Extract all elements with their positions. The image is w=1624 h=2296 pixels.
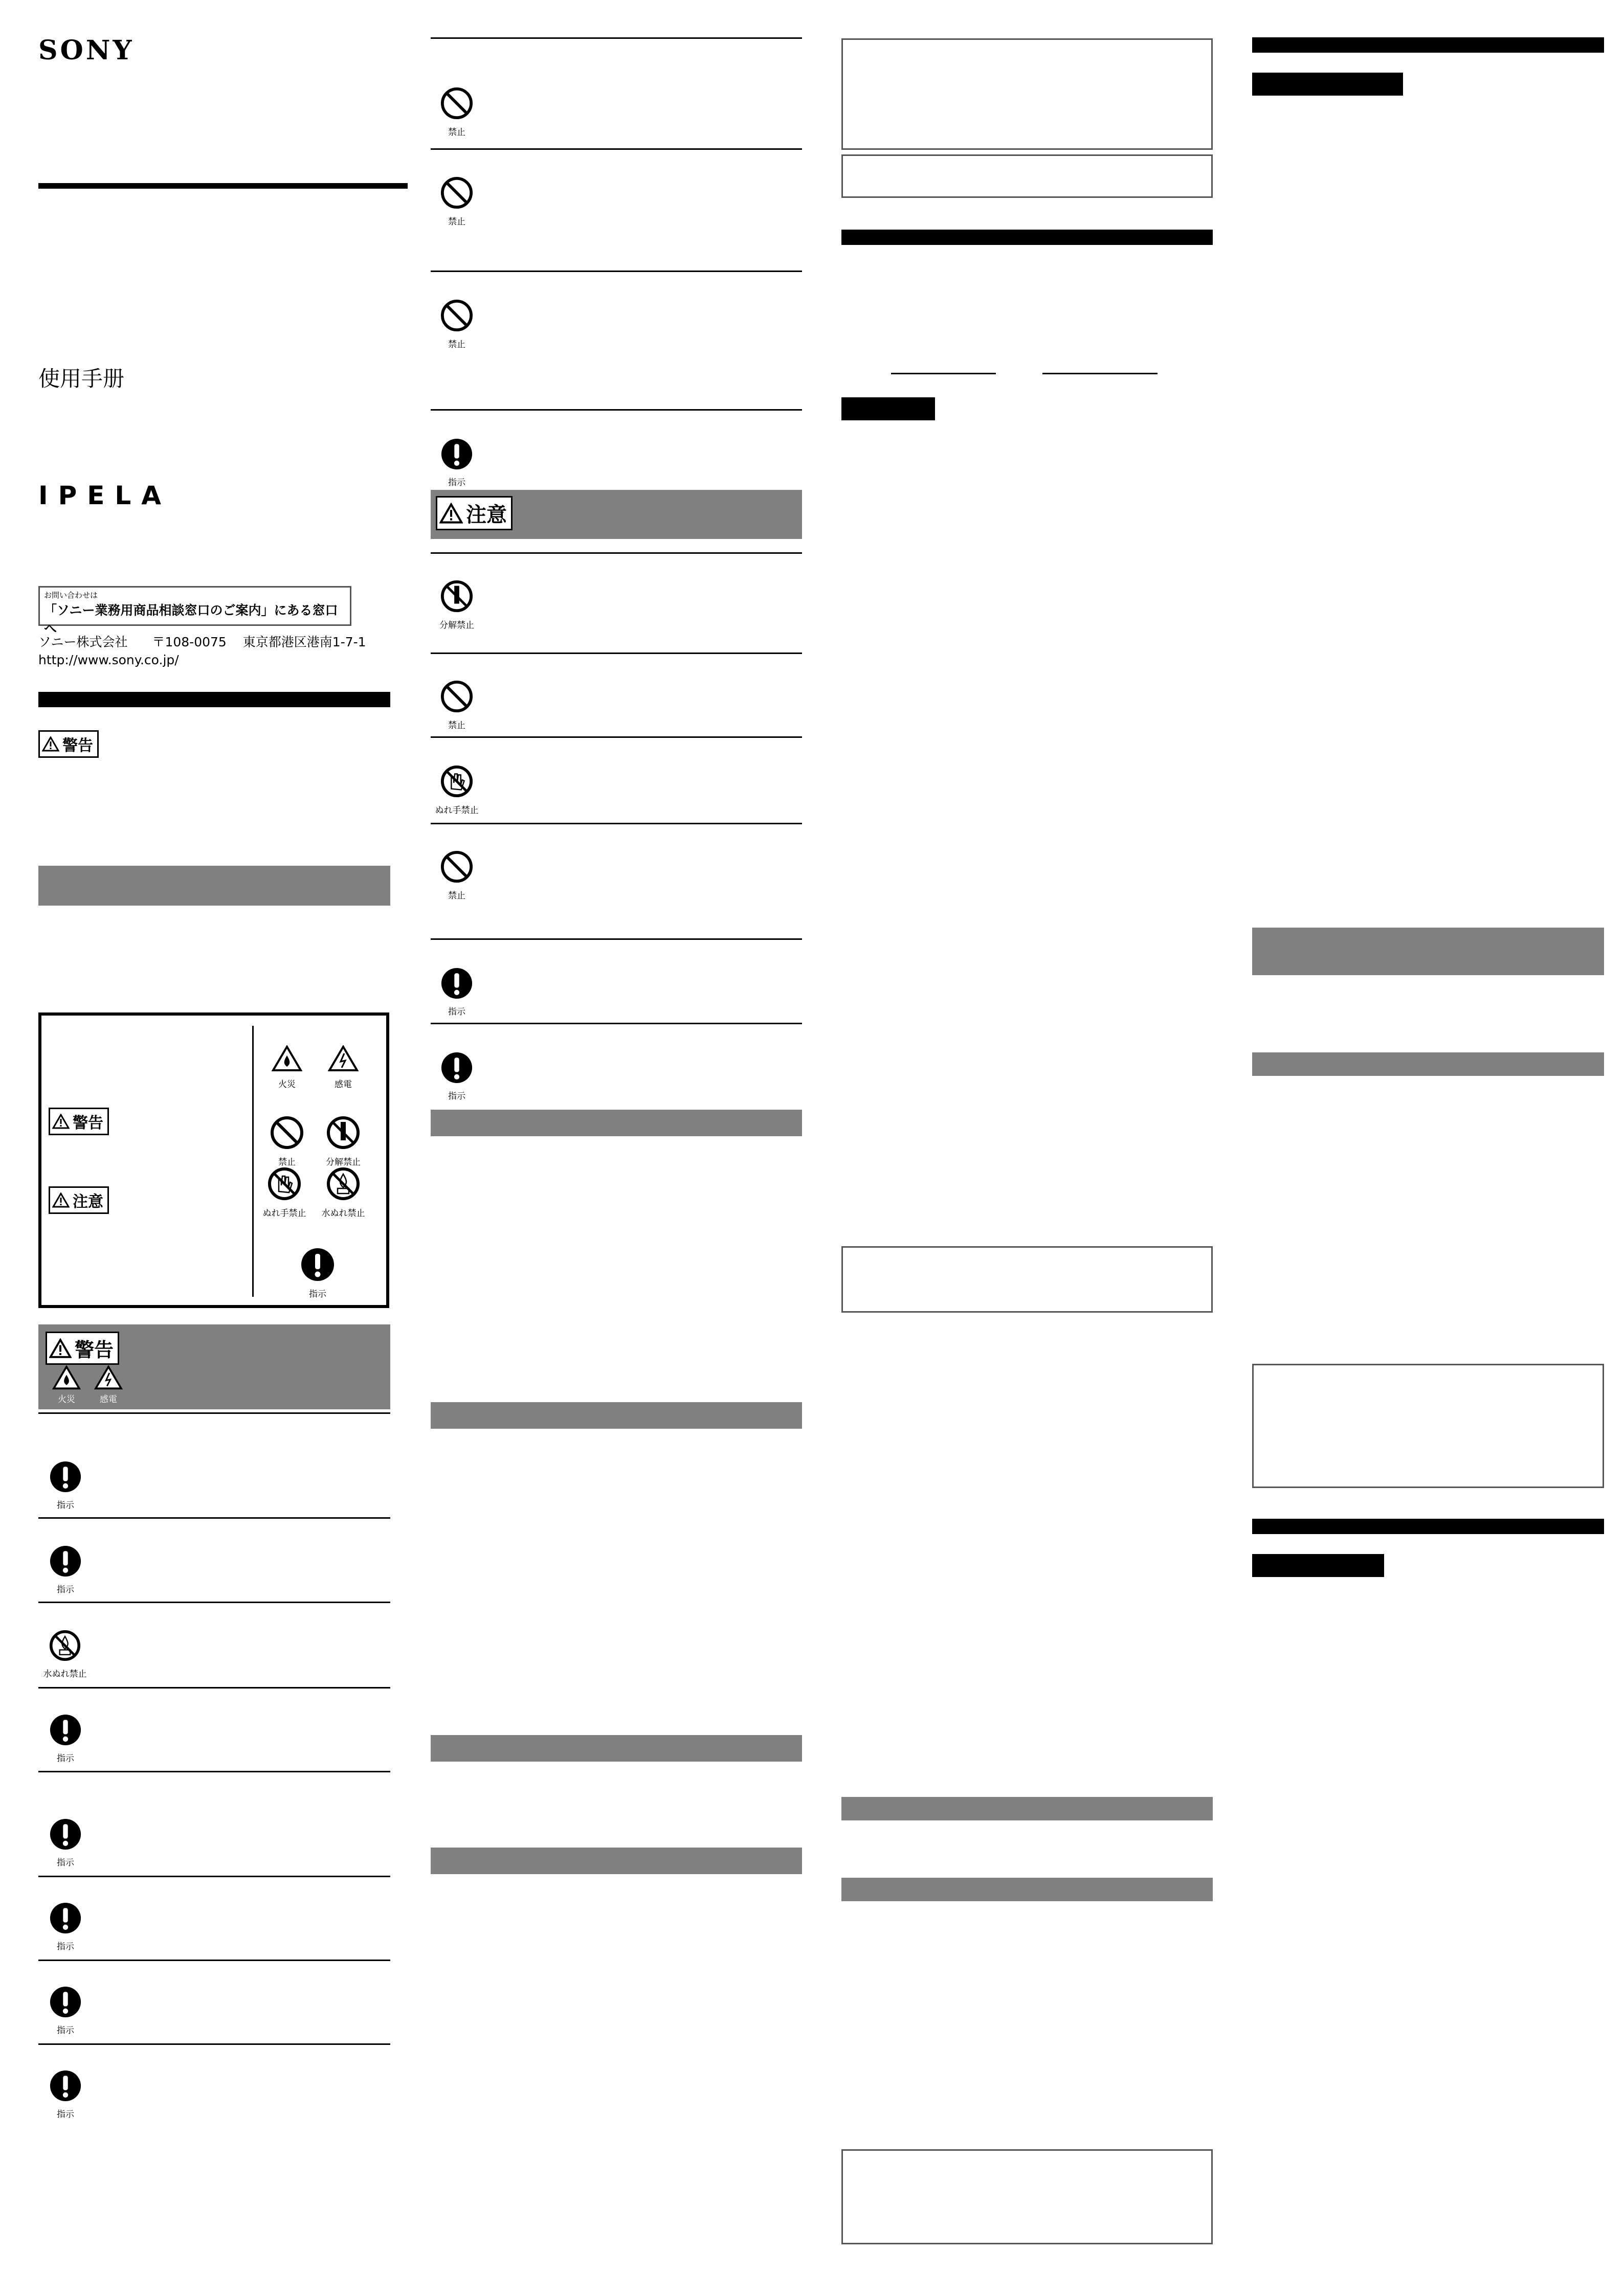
warning-triangle-icon	[439, 503, 463, 524]
col2-item-5-caption: 分解禁止	[439, 620, 474, 631]
section-heading-bar	[1252, 1519, 1604, 1534]
rule	[38, 1602, 390, 1603]
fire-triangle-icon	[272, 1045, 302, 1072]
section-heading-bar	[841, 230, 1213, 245]
no-wet-hands-icon	[440, 765, 473, 798]
col1-item-4	[46, 1714, 85, 1764]
exclamation-circle-icon	[50, 1714, 81, 1746]
legend-instruction-caption: 指示	[309, 1289, 326, 1299]
legend-shock	[323, 1045, 364, 1090]
col2-item-10	[437, 1052, 476, 1101]
col2-item-1	[437, 87, 476, 138]
rule	[38, 1687, 390, 1689]
notice-box	[841, 38, 1213, 150]
legend-fire-caption: 火災	[278, 1079, 296, 1090]
exclamation-circle-icon	[50, 1818, 81, 1850]
col1-item-5	[46, 1818, 85, 1868]
contact-box-small: お問い合わせは	[44, 591, 98, 600]
lightning-triangle-icon	[328, 1045, 359, 1072]
col1-item-6	[46, 1902, 85, 1952]
no-wet-hands-icon	[268, 1167, 301, 1201]
col2-item-7	[429, 765, 485, 816]
exclamation-circle-icon	[441, 438, 473, 470]
legend-instruction	[297, 1248, 338, 1299]
legend-shock-caption: 感電	[335, 1079, 352, 1090]
rule	[38, 1412, 390, 1414]
rule	[431, 148, 802, 150]
band-caution-text: 注意	[466, 503, 507, 527]
legend-no-water	[315, 1167, 371, 1219]
col2-item-6	[437, 680, 476, 731]
warning-triangle-icon	[52, 1192, 70, 1208]
band-fire	[50, 1365, 83, 1405]
rule	[38, 1960, 390, 1961]
col1-item-3-caption: 水ぬれ禁止	[43, 1669, 87, 1679]
col2-item-5	[432, 580, 481, 631]
col1-item-2-caption: 指示	[57, 1585, 74, 1595]
subsection-heading-block	[1252, 73, 1403, 96]
legend-fire	[266, 1045, 307, 1090]
prohibition-circle-icon	[440, 850, 473, 883]
col2-item-7-caption: ぬれ手禁止	[435, 805, 479, 816]
exclamation-circle-icon	[441, 1052, 473, 1084]
band-shock	[92, 1365, 125, 1405]
col1-item-5-caption: 指示	[57, 1858, 74, 1868]
section-bar	[841, 1878, 1213, 1901]
rule	[431, 37, 802, 39]
prohibition-circle-icon	[440, 176, 473, 209]
rule	[431, 823, 802, 824]
col2-item-3-caption: 禁止	[448, 340, 465, 350]
warning-triangle-icon	[49, 1338, 72, 1359]
prohibition-circle-icon	[270, 1116, 304, 1150]
notice-box	[841, 1246, 1213, 1313]
legend-box	[38, 1012, 389, 1308]
no-water-icon	[326, 1167, 360, 1201]
col2-item-2-caption: 禁止	[448, 217, 465, 227]
band-warning-label	[46, 1332, 119, 1365]
company-line	[38, 632, 366, 650]
fire-triangle-icon	[52, 1365, 81, 1390]
section-bar	[841, 1797, 1213, 1820]
legend-divider	[252, 1026, 254, 1297]
prohibition-circle-icon	[440, 299, 473, 332]
band-caution-label	[436, 496, 513, 530]
underline-field	[891, 373, 996, 374]
section-bar	[431, 1848, 802, 1874]
contact-box-main: 「ソニー業務用商品相談窓口のご案内」にある窓口へ	[44, 603, 338, 636]
col1-item-2	[46, 1545, 85, 1595]
col1-item-8	[46, 2070, 85, 2120]
band-warning-text: 警告	[75, 1339, 114, 1361]
rule	[431, 652, 802, 654]
exclamation-circle-icon	[50, 1902, 81, 1934]
section-bar	[431, 1402, 802, 1429]
rule	[38, 2043, 390, 2045]
subsection-heading-block	[1252, 1554, 1384, 1577]
col1-item-4-caption: 指示	[57, 1753, 74, 1764]
rule	[431, 409, 802, 411]
col2-item-10-caption: 指示	[448, 1091, 465, 1101]
company-name: ソニー株式会社	[38, 635, 128, 649]
warning-label	[38, 730, 99, 758]
band-shock-caption: 感電	[100, 1394, 117, 1405]
rule	[38, 1771, 390, 1772]
lightning-triangle-icon	[94, 1365, 123, 1390]
rule	[431, 736, 802, 738]
legend-no-wet-hands	[256, 1167, 313, 1219]
legend-prohibited-caption: 禁止	[278, 1157, 296, 1167]
section-heading-bar	[38, 692, 390, 707]
col2-item-4-caption: 指示	[448, 478, 465, 488]
legend-no-disassembly-caption: 分解禁止	[326, 1157, 361, 1167]
notice-box	[841, 2149, 1213, 2244]
company-address: 東京都港区港南1-7-1	[242, 635, 366, 649]
section-bar-1	[38, 866, 390, 906]
col2-item-2	[437, 176, 476, 227]
caution-section-band	[431, 490, 802, 539]
legend-no-disassembly	[319, 1116, 368, 1167]
legend-warning-text: 警告	[73, 1114, 103, 1132]
legend-no-water-caption: 水ぬれ禁止	[321, 1208, 365, 1219]
no-water-icon	[49, 1630, 81, 1661]
underline-field	[1042, 373, 1158, 374]
band-fire-caption: 火災	[58, 1394, 75, 1405]
col1-item-3	[37, 1630, 93, 1679]
rule	[38, 1876, 390, 1877]
contact-box	[38, 586, 351, 636]
col2-item-9-caption: 指示	[448, 1007, 465, 1017]
section-bar	[1252, 928, 1604, 975]
rule	[431, 552, 802, 554]
legend-no-wet-hands-caption: ぬれ手禁止	[262, 1208, 306, 1219]
manual-title: 使用手册	[38, 366, 125, 391]
prohibition-circle-icon	[440, 87, 473, 120]
rule	[431, 1023, 802, 1024]
col2-item-8	[437, 850, 476, 901]
exclamation-circle-icon	[50, 1461, 81, 1493]
col2-item-1-caption: 禁止	[448, 127, 465, 138]
warning-triangle-icon	[42, 736, 59, 752]
legend-caution-label	[49, 1186, 109, 1214]
notice-box	[1252, 1364, 1604, 1488]
legend-prohibited	[266, 1116, 307, 1167]
col1-item-6-caption: 指示	[57, 1942, 74, 1952]
sony-logo: SONY	[38, 35, 135, 66]
sony-url[interactable]: http://www.sony.co.jp/	[38, 652, 179, 667]
rule	[431, 271, 802, 272]
col2-item-9	[437, 967, 476, 1017]
col2-item-4	[437, 438, 476, 488]
section-bar	[1252, 1052, 1604, 1076]
subsection-heading-block	[841, 397, 935, 420]
section-bar	[431, 1735, 802, 1762]
exclamation-circle-icon	[50, 2070, 81, 2102]
col1-item-1-caption: 指示	[57, 1500, 74, 1511]
col1-item-1	[46, 1461, 85, 1511]
no-disassembly-icon	[440, 580, 473, 613]
col1-item-7-caption: 指示	[57, 2025, 74, 2036]
col2-item-8-caption: 禁止	[448, 891, 465, 901]
legend-warning-label	[49, 1108, 109, 1135]
rule	[431, 938, 802, 940]
postal-code: 〒108-0075	[152, 635, 227, 649]
col2-item-6-caption: 禁止	[448, 721, 465, 731]
warning-section-band	[38, 1324, 390, 1409]
warning-triangle-icon	[52, 1114, 70, 1129]
section-heading-bar	[1252, 37, 1604, 53]
prohibition-circle-icon	[440, 680, 473, 713]
exclamation-circle-icon	[441, 967, 473, 999]
exclamation-circle-icon	[301, 1248, 335, 1281]
warning-label-text: 警告	[62, 737, 93, 755]
no-disassembly-icon	[326, 1116, 360, 1150]
title-rule	[38, 183, 408, 189]
col2-item-3	[437, 299, 476, 350]
col1-item-7	[46, 1986, 85, 2036]
rule	[38, 1517, 390, 1519]
exclamation-circle-icon	[50, 1986, 81, 2018]
notice-box	[841, 154, 1213, 198]
legend-caution-text: 注意	[73, 1193, 103, 1211]
col1-item-8-caption: 指示	[57, 2109, 74, 2120]
ipela-logo: IPELA	[38, 481, 171, 510]
section-bar	[431, 1110, 802, 1136]
exclamation-circle-icon	[50, 1545, 81, 1577]
